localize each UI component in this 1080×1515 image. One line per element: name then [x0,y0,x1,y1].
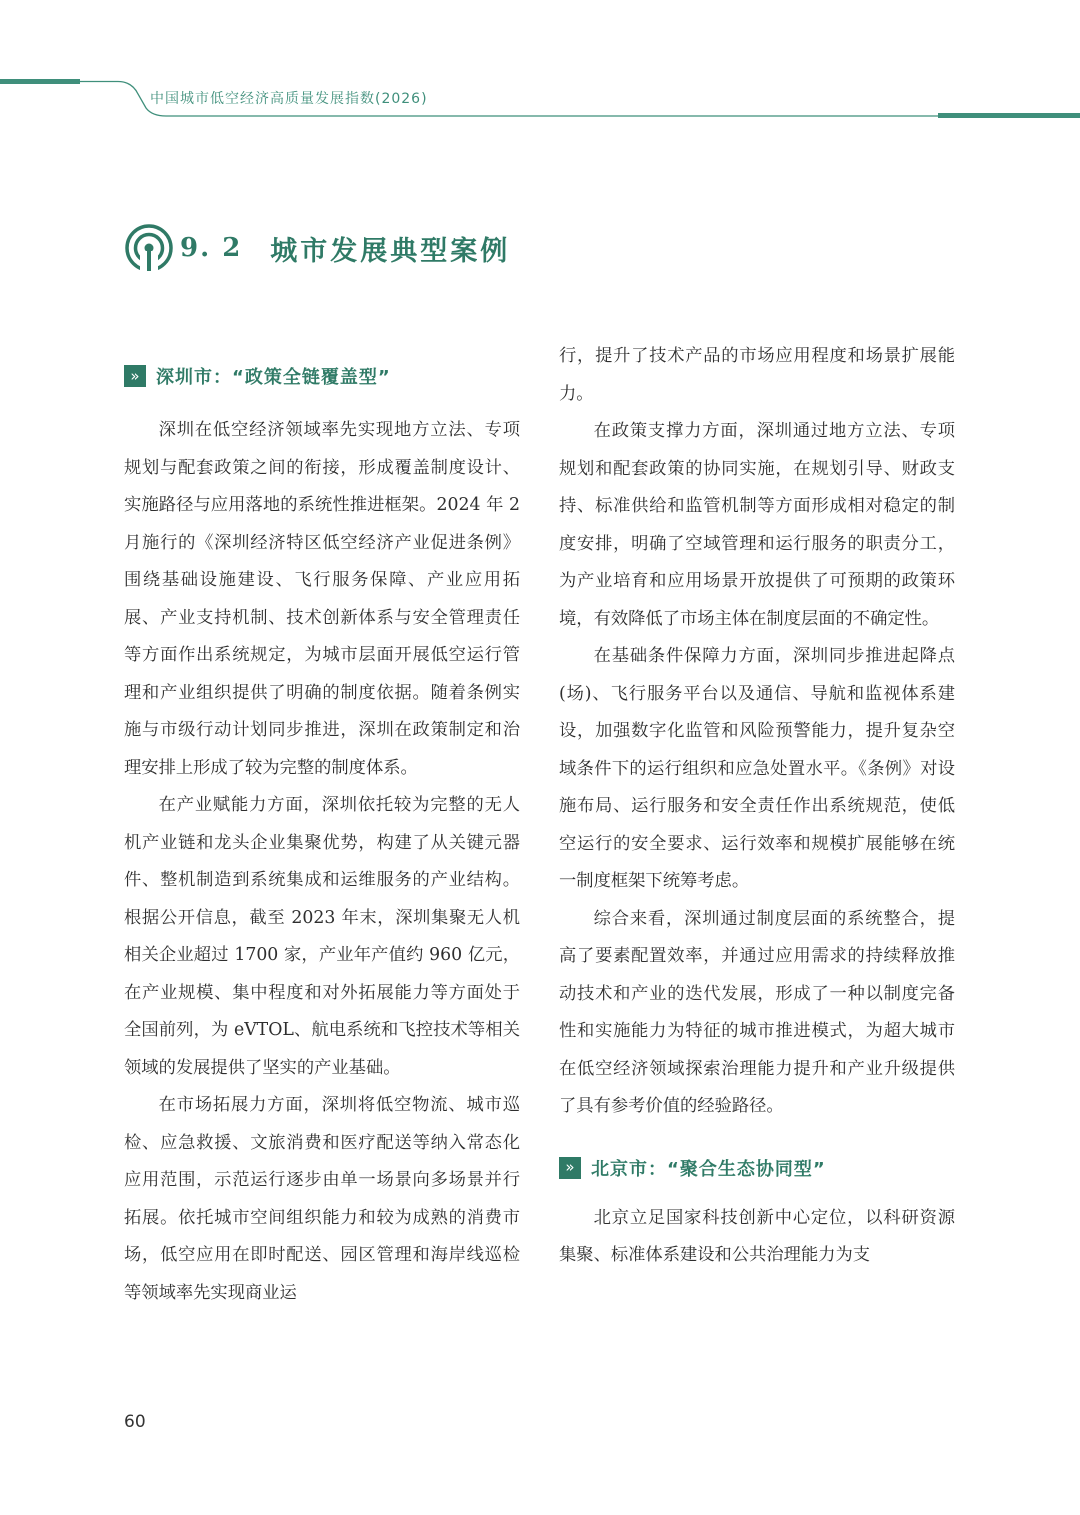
double-chevron-icon: » [124,365,146,387]
paragraph: 在基础条件保障力方面，深圳同步推进起降点(场)、飞行服务平台以及通信、导航和监视体系建设，加强数字化监管和风险预警能力，提升复杂空域条件下的运行组织和应急处置水平。《条例》对设施布局、运行服务和安全责任作出系统规范，使低空运行的安全要求、运行效率和规模扩展能够在统一制度框架下统筹考虑。 [559,646,955,891]
paragraph: 综合来看，深圳通过制度层面的系统整合，提高了要素配置效率，并通过应用需求的持续释放推动技术和产业的迭代发展，形成了一种以制度完备性和实施能力为特征的城市推进模式，为超大城市在低空经济领域探索治理能力提升和产业升级提供了具有参考价值的经验路径。 [559,908,955,1116]
subheading-title: 北京市：“聚合生态协同型” [591,1158,826,1180]
section-number: 9. 2 [180,233,243,263]
paragraph: 在市场拓展力方面，深圳将低空物流、城市巡检、应急救援、文旅消费和医疗配送等纳入常态化应用范围，示范运行逐步由单一场景向多场景并行拓展。依托城市空间组织能力和较为成熟的消费市场，低空应用在即时配送、园区管理和海岸线巡检等领域率先实现商业运 [124,1095,520,1303]
running-header: 中国城市低空经济高质量发展指数(2026) [150,91,428,107]
paragraph: 深圳在低空经济领域率先实现地方立法、专项规划与配套政策之间的衔接，形成覆盖制度设计、实施路径与应用落地的系统性推进框架。2024 年 2 月施行的《深圳经济特区低空经济产业促进条例》围绕基础设施建设、飞行服务保障、产业应用拓展、产业支持机制、技术创新体系与安全管理责任等方面作出系统规定，为城市层面开展低空运行管理和产业组织提供了明确的制度依据。随着条例实施与市级行动计划同步推进，深圳在政策制定和治理安排上形成了较为完整的制度体系。 [124,420,520,778]
paragraph: 北京立足国家科技创新中心定位，以科研资源集聚、标准体系建设和公共治理能力为支 [559,1207,955,1265]
left-column [124,356,520,1312]
section-heading [124,222,510,274]
paragraph: 在政策支撑力方面，深圳通过地方立法、专项规划和配套政策的协同实施，在规划引导、财政支持、标准供给和监管机制等方面形成相对稳定的制度安排，明确了空域管理和运行服务的职责分工，为产业培育和应用场景开放提供了可预期的政策环境，有效降低了市场主体在制度层面的不确定性。 [559,421,955,629]
subheading-beijing [559,1148,955,1188]
paragraph: 在产业赋能力方面，深圳依托较为完整的无人机产业链和龙头企业集聚优势，构建了从关键元器件、整机制造到系统集成和运维服务的产业结构。根据公开信息，截至 2023 年末，深圳集聚无人机相关企业超过 1700 家，产业年产值约 960 亿元，在产业规模、集中程度和对外拓展能力等方面处于全国前列，为 eVTOL、航电系统和飞控技术等相关领域的发展提供了坚实的产业基础。 [124,795,520,1078]
right-column [559,338,955,1275]
section-title: 城市发展典型案例 [270,235,511,267]
subheading-shenzhen [124,356,520,396]
location-pin-icon [124,223,174,273]
double-chevron-icon: » [559,1157,581,1179]
subheading-title: 深圳市：“政策全链覆盖型” [156,367,391,388]
paragraph-continued: 行，提升了技术产品的市场应用程度和场景扩展能力。 [559,346,955,404]
page-number: 60 [124,1412,146,1432]
